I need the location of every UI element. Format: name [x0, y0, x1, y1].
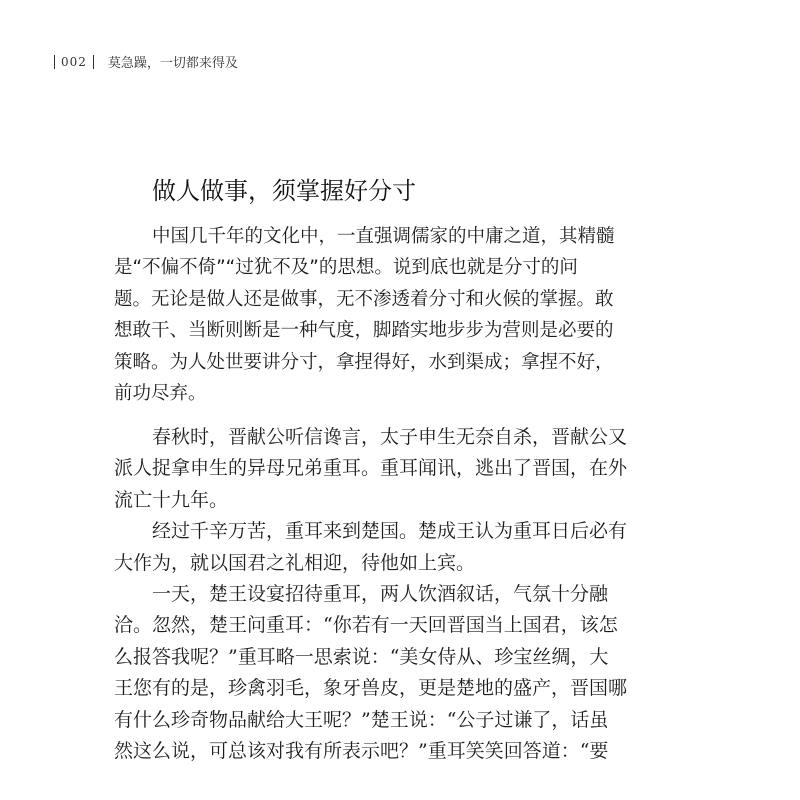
- intro-paragraph: [114, 221, 674, 409]
- story-line: 王您有的是，珍禽羽毛，象牙兽皮，更是楚地的盛产，晋国哪: [114, 677, 628, 700]
- story-line: 有什么珍奇物品献给大王呢？”楚王说：“公子过谦了，话虽: [114, 708, 609, 731]
- running-head: [54, 52, 238, 71]
- intro-line: 前功尽弃。: [114, 382, 207, 404]
- story-line: 流亡十九年。: [114, 488, 229, 511]
- story-line: 一天，楚王设宴招待重耳，两人饮酒叙话，气氛十分融: [152, 582, 609, 605]
- intro-line: 题。无论是做人还是做事，无不渗透着分寸和火候的掌握。敢: [114, 288, 614, 310]
- intro-line: 是“不偏不倚”“过犹不及”的思想。说到底也就是分寸的问: [114, 257, 578, 279]
- story-line: 春秋时，晋献公听信谗言，太子申生无奈自杀，晋献公又: [152, 426, 628, 448]
- header-divider-right: [93, 55, 94, 69]
- book-title: 莫急躁，一切都来得及: [107, 56, 238, 71]
- section-title: 做人做事，须掌握好分寸: [152, 177, 416, 205]
- header-divider-left: [54, 55, 55, 69]
- intro-line: 中国几千年的文化中，一直强调儒家的中庸之道，其精髓: [152, 226, 615, 247]
- page-number: 002: [61, 54, 87, 69]
- story-line: 大作为，就以国君之礼相迎，待他如上宾。: [114, 551, 476, 574]
- story-line: 派人捉拿申生的异母兄弟重耳。重耳闻讯，逃出了晋国，在外: [114, 457, 628, 480]
- story-paragraph-2: [114, 516, 674, 579]
- story-line: 经过千辛万苦，重耳来到楚国。楚成王认为重耳日后必有: [152, 520, 628, 543]
- intro-line: 策略。为人处世要讲分寸，拿捏得好，水到渠成；拿捏不好，: [114, 351, 614, 373]
- intro-line: 想敢干、当断则断是一种气度，脚踏实地步步为营则是必要的: [114, 320, 614, 342]
- story-line: 洽。忽然，楚王问重耳：“你若有一天回晋国当上国君，该怎: [114, 614, 618, 637]
- story-body: [114, 422, 674, 767]
- story-line: 么报答我呢？”重耳略一思索说：“美女侍从、珍宝丝绸，大: [114, 645, 609, 668]
- story-line: 然这么说，可总该对我有所表示吧？”重耳笑笑回答道：“要: [114, 739, 609, 762]
- story-paragraph-3: [114, 579, 674, 767]
- story-paragraph-1: [114, 422, 674, 516]
